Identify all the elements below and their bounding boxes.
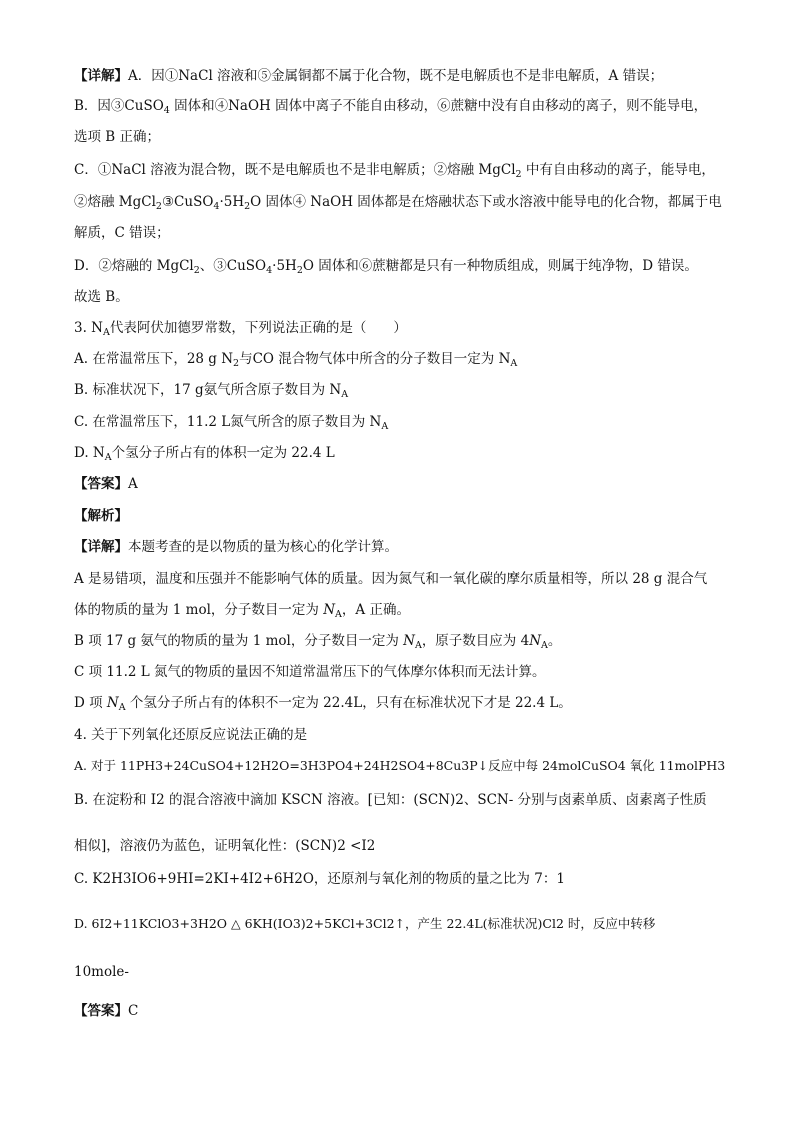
q3-stem: 3. $N_A$代表阿伏加德罗常数，下列说法正确的是（ ） <box>74 320 407 338</box>
q3-answer: 【答案】A <box>74 476 138 492</box>
q4-stem: 4. 关于下列氧化还原反应说法正确的是 <box>74 727 308 743</box>
q3-exp-b: B 项 17 g 氨气的物质的量为 1 mol，分子数目一定为 $N_A$，原子数目应为 $4N_A$。 <box>74 633 562 651</box>
detail-b-line2: 选项 B 正确； <box>74 129 161 145</box>
q3-option-b: B. 标准状况下，17 g氨气所含原子数目为 $N_A$ <box>74 382 349 400</box>
q4-option-d-line1: D. 6I2+11KClO3+3H2O △ 6KH(IO3)2+5KCl+3Cl2↑，产生 22.4L(标准状况)Cl2 时，反应中转移 <box>74 916 656 931</box>
q4-option-a: A. 对于 11PH3+24CuSO4+12H2O=3H3PO4+24H2SO4+8Cu3P↓反应中每 24molCuSO4 氧化 11molPH3 <box>74 758 726 773</box>
detail-conclusion: 故选 B。 <box>74 289 129 305</box>
q3-exp-a2: 体的物质的量为 1 mol，分子数目一定为 $N_A$，A 正确。 <box>74 602 410 620</box>
detail-a: 【详解】A．因①NaCl 溶液和⑤金属铜都不属于化合物，既不是电解质也不是非电解质，A 错误； <box>74 68 664 84</box>
q3-exp-c: C 项 11.2 L 氮气的物质的量因不知道常温常压下的气体摩尔体积而无法计算。 <box>74 664 546 680</box>
detail-c-line3: 解质，C 错误； <box>74 225 170 241</box>
q3-option-c: C. 在常温常压下，11.2 L氮气所含的原子数目为 $N_A$ <box>74 414 389 432</box>
detail-label: 【详解】 <box>74 68 128 84</box>
q3-exp-d: D 项 $N_A$ 个氢分子所占有的体积不一定为 22.4L，只有在标准状况下才是 22.4 L。 <box>74 695 572 713</box>
q3-detail-intro: 【详解】本题考查的是以物质的量为核心的化学计算。 <box>74 539 398 555</box>
detail-b-line1: B．因③CuSO$_4$ 固体和④NaOH 固体中离子不能自由移动，⑥蔗糖中没有自由移动的离子，则不能导电， <box>74 98 708 116</box>
q3-exp-a1: A 是易错项，温度和压强并不能影响气体的质量。因为氮气和一氧化碳的摩尔质量相等，所以 28 g 混合气 <box>74 571 708 587</box>
q3-option-d: D. $N_A$个氢分子所占有的体积一定为 22.4 L <box>74 445 335 463</box>
q4-option-b-line2: 相似]，溶液仍为蓝色，证明氧化性：(SCN)2 <I2 <box>74 838 376 854</box>
detail-c-line1: C．①NaCl 溶液为混合物，既不是电解质也不是非电解质；②熔融 MgCl$_2$ 中有自由移动的离子，能导电， <box>74 162 715 180</box>
q4-option-c: C. K2H3IO6+9HI=2KI+4I2+6H2O，还原剂与氧化剂的物质的量之比为 7：1 <box>74 871 565 887</box>
detail-d: D．②熔融的 MgCl$_2$、$③CuSO_4\cdot 5H_2O$ 固体和⑥蔗糖都是只有一种物质组成，则属于纯净物，D 错误。 <box>74 258 698 276</box>
q4-option-d-line2: 10mole- <box>74 964 129 980</box>
detail-c-line2: ②熔融 $MgCl_2③CuSO_4\cdot 5H_2O$ 固体④ NaOH 固体都是在熔融状态下或水溶液中能导电的化合物，都属于电 <box>74 194 722 212</box>
q3-analysis-label: 【解析】 <box>74 508 128 524</box>
q4-option-b-line1: B. 在淀粉和 I2 的混合溶液中滴加 KSCN 溶液。[已知：(SCN)2、SCN- 分别与卤素单质、卤素离子性质 <box>74 792 707 808</box>
q4-answer: 【答案】C <box>74 1003 139 1019</box>
q3-option-a: A. 在常温常压下，28 g $N_2$与CO 混合物气体中所含的分子数目一定为 $N_A$ <box>74 351 518 369</box>
